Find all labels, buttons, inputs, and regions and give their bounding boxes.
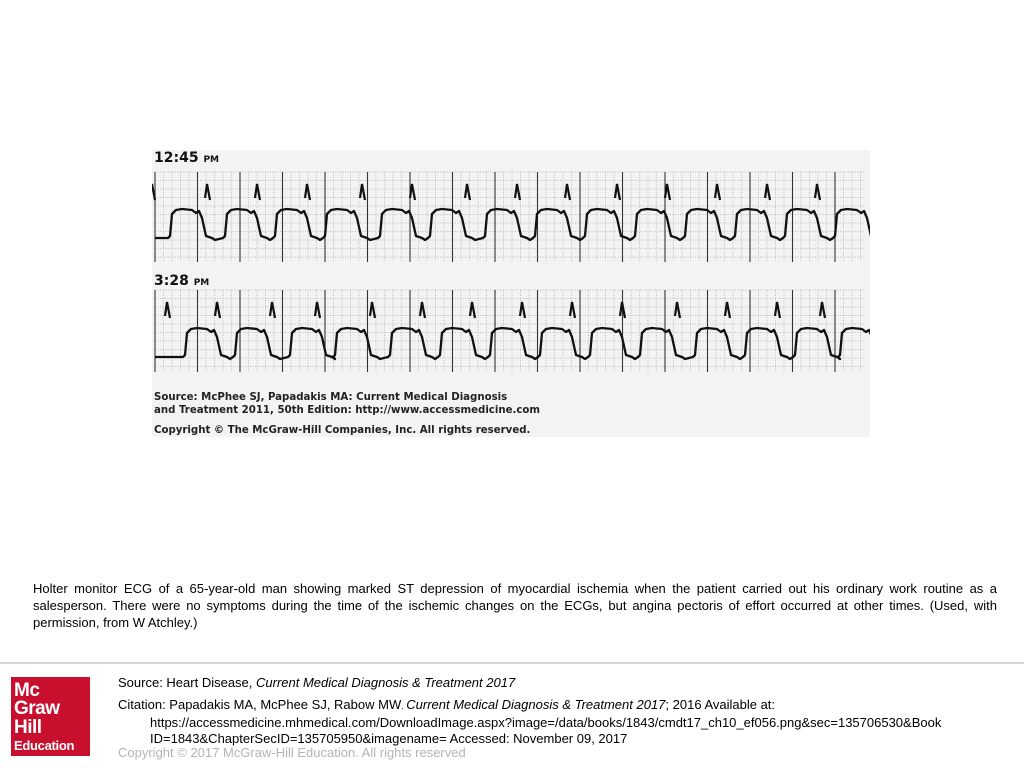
strip2-time-label: 3:28 PM bbox=[154, 273, 210, 289]
figure-caption: Holter monitor ECG of a 65-year-old man showing marked ST depression of myocardial ischemia when the patient carried out his ordinary work routine as a salesperson. There were no symptoms during the time of the ischemic changes on the ECGs, but angina pectoris of effort occurred at other times. (Used, with permission, from W Atchley.) bbox=[33, 581, 997, 630]
citation-url-cont: ID=1843&ChapterSecID=135705950&imagename= Accessed: November 09, 2017 bbox=[150, 731, 628, 746]
footer-citation: Citation: Papadakis MA, McPhee SJ, Rabow MW. Current Medical Diagnosis & Treatment 2017; 2016 Available at: https://accessmedicine.mhmedical.com/DownloadImage.aspx?image=/data/books/1843/cmdt17_ch10_ef056.png&sec=135706530&Book ID=1843&ChapterSecID=135705950&imagename= Accessed: November 09, 2017 bbox=[118, 697, 1018, 748]
footer-source: Source: Heart Disease, Current Medical Diagnosis & Treatment 2017 bbox=[118, 675, 516, 690]
citation-url[interactable]: https://accessmedicine.mhmedical.com/DownloadImage.aspx?image=/data/books/1843/cmdt17_ch10_ef056.png&sec=135706530&Book bbox=[150, 714, 942, 730]
figure-copyright: Copyright © The McGraw-Hill Companies, Inc. All rights reserved. bbox=[154, 425, 531, 436]
mcgraw-hill-logo: Mc Graw Hill Education bbox=[11, 677, 90, 756]
ecg-grid-1 bbox=[155, 172, 864, 262]
ecg-figure bbox=[152, 150, 870, 437]
ecg-trace-1 bbox=[155, 209, 870, 240]
figure-source: Source: McPhee SJ, Papadakis MA: Current Medical Diagnosis and Treatment 2011, 50th Edition: http://www.accessmedicine.com bbox=[154, 392, 541, 416]
strip1-time-label: 12:45 PM bbox=[154, 150, 220, 166]
footer-copyright: Copyright © 2017 McGraw-Hill Education. All rights reserved bbox=[118, 745, 466, 760]
divider bbox=[0, 662, 1024, 664]
